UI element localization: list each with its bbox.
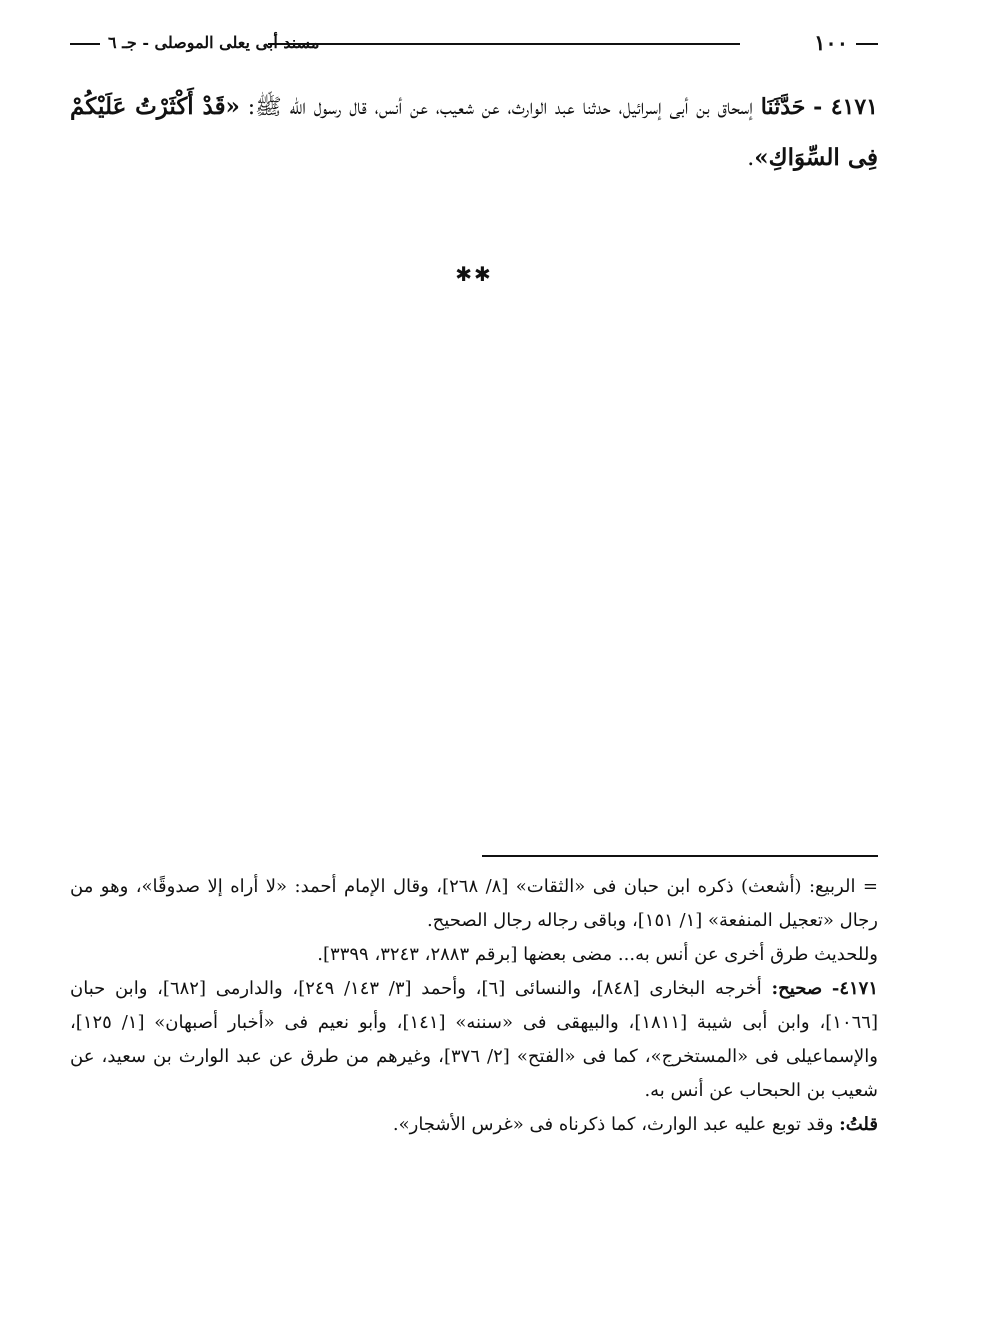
footnotes (70, 870, 878, 1142)
header-rule-left (70, 43, 100, 45)
footnote-takhrij-text: أخرجه البخارى [٨٤٨]، والنسائى [٦]، وأحمد [٣/ ١٤٣/ ٢٤٩]، والدارمى [٦٨٢]، وابن حبان [١٠٦٦]، وابن أبى شيبة [١٨١١]، والبيهقى فى «سننه» [١٤١]، وأبو نعيم فى «أخبار أصبهان» [١/ ١٢٥]، والإسماعيلى فى «المستخرج»، كما فى «الفتح» [٢/ ٣٧٦]، وغيرهم من طرق عن عبد الوارث بن سعيد، عن شعيب بن الحبحاب عن أنس به. (70, 978, 878, 1101)
footnote-note (70, 1108, 878, 1142)
page-number: ١٠٠ (814, 30, 848, 55)
footnote-number: ٤١٧١- (831, 978, 878, 999)
footnote-continuation: = الربيع: (أشعث) ذكره ابن حبان فى «الثقات» [٨/ ٢٦٨]، وقال الإمام أحمد: «لا أراه إلا صدوقًا»، وهو من رجال «تعجيل المنفعة» [١/ ١٥١]، وباقى رجاله رجال الصحيح. (70, 876, 878, 931)
header-rule-right (856, 43, 878, 45)
running-header (70, 30, 878, 56)
hadith-end: . (747, 146, 755, 171)
footnote-grade: صحيح: (771, 978, 823, 999)
section-separator: ✱✱ (455, 262, 493, 286)
book-page (70, 0, 878, 1339)
footnote-takhrij (70, 972, 878, 1108)
running-title: مسند أبى يعلى الموصلى - جـ ٦ (108, 33, 320, 52)
header-rule-middle (268, 43, 740, 45)
hadith-text (70, 82, 878, 184)
hadith-body: إسحاق بن أبى إسرائيل، حدثنا عبد الوارث، عن شعيب، عن أنس، قال رسول الله ﷺ: (239, 95, 761, 120)
hadith-quote: «قَدْ أَكْثَرْتُ عَلَيْكُمْ فِى السِّوَاكِ» (70, 93, 878, 171)
footnote-other-routes: وللحديث طرق أخرى عن أنس به... مضى بعضها [برقم ٢٨٨٣، ٣٢٤٣، ٣٣٩٩]. (317, 944, 878, 965)
footnote-rule (482, 855, 878, 857)
hadith-number: ٤١٧١ - (813, 94, 878, 120)
footnote-note-label: قلتُ: (839, 1114, 878, 1135)
hadith-opening: حَدَّثَنَا (760, 94, 806, 120)
footnote-note-text: وقد توبع عليه عبد الوارث، كما ذكرناه فى «غرس الأشجار». (392, 1114, 840, 1135)
